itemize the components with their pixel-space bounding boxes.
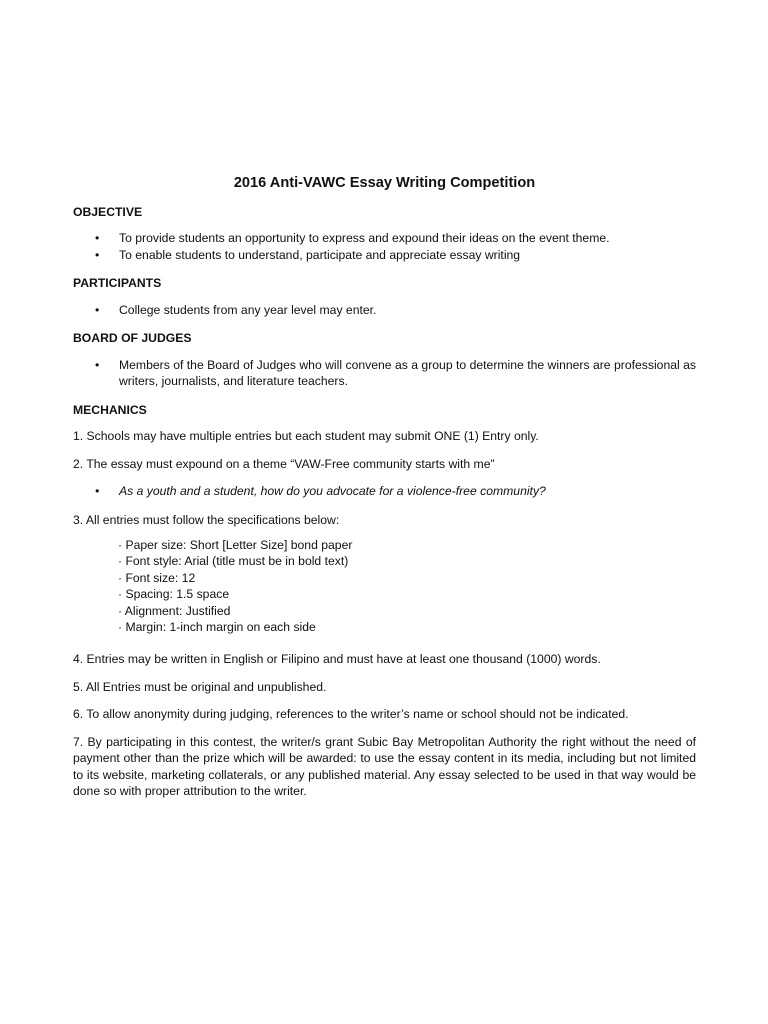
- mechanics-heading: MECHANICS: [73, 402, 147, 417]
- list-item: • College students from any year level may enter.: [95, 302, 377, 317]
- document-body: [73, 175, 696, 811]
- participants-heading: PARTICIPANTS: [73, 276, 162, 290]
- bullet-icon: •: [95, 302, 100, 317]
- list-item: · Alignment: Justified: [118, 603, 231, 618]
- mechanics-item-7: 7. By participating in this contest, the writer/s grant Subic Bay Metropolitan Authority the right without the need of payment other than the prize which will be awarded: to use the essay content in its media, including but not limited to its website, marketing collaterals, or any published material. Any essay selected to be used in that way would be done so with proper attribution to the writer.: [73, 734, 696, 799]
- participants-list: [73, 302, 696, 319]
- mechanics-item-4: 4. Entries may be written in English or Filipino and must have at least one thousand (1000) words.: [73, 652, 601, 667]
- judges-list: [73, 357, 696, 390]
- objective-list: [73, 230, 696, 263]
- bullet-icon: •: [95, 484, 100, 498]
- mechanics-item-3: 3. All entries must follow the specifications below:: [73, 512, 340, 527]
- list-item: • Members of the Board of Judges who will convene as a group to determine the winners are professional as writers, journalists, and literature teachers.: [95, 357, 696, 388]
- specifications-list: [73, 537, 696, 635]
- document-title: 2016 Anti-VAWC Essay Writing Competition: [233, 175, 536, 191]
- list-item: • To enable students to understand, participate and appreciate essay writing: [95, 247, 521, 262]
- list-item: · Font style: Arial (title must be in bold text): [118, 554, 349, 569]
- judges-heading: BOARD OF JUDGES: [73, 331, 192, 345]
- list-item: · Spacing: 1.5 space: [118, 587, 230, 602]
- bullet-icon: •: [95, 231, 100, 245]
- mechanics-item-2: 2. The essay must expound on a theme “VAW-Free community starts with me”: [73, 456, 495, 471]
- objective-heading: OBJECTIVE: [73, 204, 143, 219]
- mechanics-item-6: 6. To allow anonymity during judging, references to the writer’s name or school should not be indicated.: [73, 707, 629, 722]
- list-item: • As a youth and a student, how do you advocate for a violence-free community?: [95, 484, 546, 498]
- list-item: · Font size: 12: [118, 570, 196, 585]
- list-item: · Margin: 1-inch margin on each side: [118, 620, 316, 635]
- bullet-icon: •: [95, 247, 100, 262]
- list-item: • To provide students an opportunity to express and expound their ideas on the event theme.: [95, 231, 610, 245]
- mechanics-item-1: 1. Schools may have multiple entries but each student may submit ONE (1) Entry only.: [73, 429, 539, 443]
- theme-question-list: [73, 483, 696, 500]
- bullet-icon: •: [95, 357, 100, 372]
- list-item: · Paper size: Short [Letter Size] bond paper: [118, 538, 353, 552]
- mechanics-item-5: 5. All Entries must be original and unpublished.: [73, 679, 327, 694]
